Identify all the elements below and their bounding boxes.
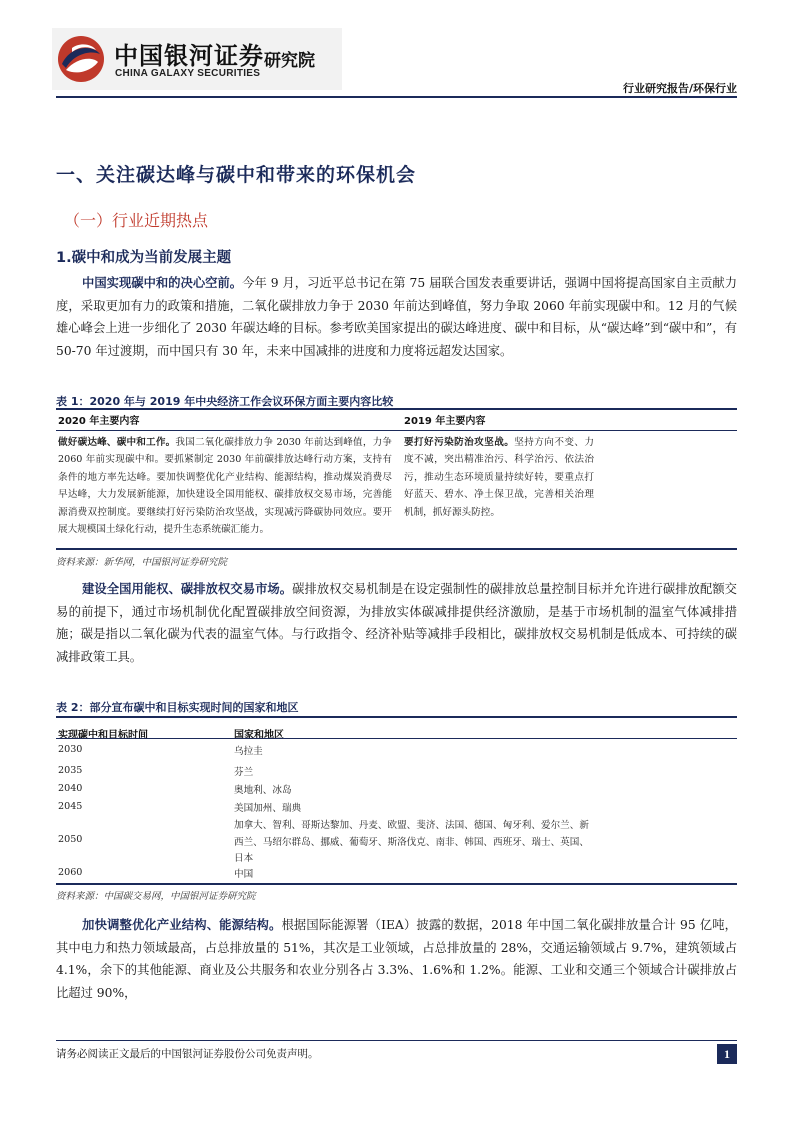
logo-chinese-name: 中国银河证券 <box>114 42 264 70</box>
table2-bottom-rule <box>56 883 737 885</box>
table1-source: 资料来源：新华网，中国银河证券研究院 <box>56 557 228 568</box>
row-year: 2035 <box>58 765 83 776</box>
row-year: 2050 <box>58 834 83 845</box>
footer-divider <box>56 1040 737 1041</box>
table1-col2-header: 2019 年主要内容 <box>404 416 486 427</box>
table1-cell-2019 <box>404 434 594 521</box>
paragraph-lead: 建设全国用能权、碳排放权交易市场。 <box>82 581 293 596</box>
report-type: 行业研究报告/环保行业 <box>622 82 737 95</box>
brand-logo <box>52 28 342 90</box>
table2-col2-header: 国家和地区 <box>234 730 284 741</box>
logo-english-name: CHINA GALAXY SECURITIES <box>115 68 261 79</box>
header-divider <box>56 96 737 98</box>
table2-caption: 表 2：部分宣布碳中和目标实现时间的国家和地区 <box>56 701 299 714</box>
table1-cell-2019-body: 坚持方向不变、力度不减，突出精准治污、科学治污、依法治污，推动生态环境质量持续好转，要重点打好蓝天、碧水、净土保卫战，完善相关治理机制，抓好源头防控。 <box>404 437 595 518</box>
table1-cell-2020-lead: 做好碳达峰、碳中和工作。 <box>58 437 176 448</box>
paragraph-body: 根据国际能源署（IEA）披露的数据，2018 年中国二氧化碳排放量合计 95 亿吨，其中电力和热力领域最高，占总排放量的 51%，其次是工业领域，占总排放量的 28%，交通运输领域占 9.7%，建筑领域占 4.1%，余下的其他能源、商业及公共服务和农业分别各占 3.3%、1.6%和 1.2%。能源、工业和交通三个领域合计碳排放占比超过 90%， <box>56 918 737 1000</box>
row-places: 奥地利、冰岛 <box>234 785 292 796</box>
table1-col1-header: 2020 年主要内容 <box>58 416 140 427</box>
footer-disclaimer: 请务必阅读正文最后的中国银河证券股份公司免责声明。 <box>56 1048 319 1060</box>
table1-header-rule <box>56 430 737 431</box>
row-year: 2030 <box>58 744 83 755</box>
row-places: 加拿大、智利、哥斯达黎加、丹麦、欧盟、斐济、法国、德国、匈牙利、爱尔兰、新西兰、马绍尔群岛、挪威、葡萄牙、斯洛伐克、南非、韩国、西班牙、瑞士、英国、日本 <box>234 820 589 864</box>
paragraph-lead: 中国实现碳中和的决心空前。 <box>82 275 243 290</box>
subsection-title: （一）行业近期热点 <box>64 211 209 230</box>
table2-col1-header: 实现碳中和目标时间 <box>58 730 148 741</box>
galaxy-swirl-icon <box>56 34 106 84</box>
table1-cell-2019-lead: 要打好污染防治攻坚战。 <box>404 437 515 448</box>
row-year: 2060 <box>58 867 83 878</box>
table2-source: 资料来源：中国碳交易网，中国银河证券研究院 <box>56 891 256 902</box>
paragraph-body: 今年 9 月，习近平总书记在第 75 届联合国发表重要讲话，强调中国将提高国家自主贡献力度，采取更加有力的政策和措施，二氧化碳排放力争于 2030 年前达到峰值，努力争取 2060 年前实现碳中和。12 月的气候雄心峰会上进一步细化了 2030 年碳达峰的目标。参考欧美国家提出的碳达峰进度、碳中和目标，从“碳达峰”到“碳中和”，有 50-70 年过渡期，而中国只有 30 年，未来中国减排的进度和力度将远超发达国家。 <box>56 276 737 358</box>
table1-cell-2020 <box>58 434 392 538</box>
table2-top-rule <box>56 716 737 718</box>
table2-header-rule <box>56 738 737 739</box>
paragraph-carbon-market <box>56 578 737 668</box>
table1-caption: 表 1：2020 年与 2019 年中央经济工作会议环保方面主要内容比较 <box>56 395 394 408</box>
table1-cell-2020-body: 我国二氧化碳排放力争 2030 年前达到峰值，力争 2060 年前实现碳中和。要抓紧制定 2030 年前碳排放达峰行动方案，支持有条件的地方率先达峰。要加快调整优化产业结构、能源结构，推动煤炭消费尽早达峰，大力发展新能源，加快建设全国用能权、碳排放权交易市场，完善能源消费双控制度。要继续打好污染防治攻坚战，实现减污降碳协同效应。要开展大规模国土绿化行动，提升生态系统碳汇能力。 <box>58 437 393 536</box>
row-places: 芬兰 <box>234 767 254 778</box>
paragraph-industry-structure <box>56 914 737 1004</box>
row-places: 乌拉圭 <box>234 746 263 757</box>
paragraph-body: 碳排放权交易机制是在设定强制性的碳排放总量控制目标并允许进行碳排放配额交易的前提下，通过市场机制优化配置碳排放空间资源，为排放实体碳减排提供经济激励，是基于市场机制的温室气体减排措施；碳是指以二氧化碳为代表的温室气体。与行政指令、经济补贴等减排手段相比，碳排放权交易机制是低成本、可持续的碳减排政策工具。 <box>56 582 737 664</box>
paragraph-lead: 加快调整优化产业结构、能源结构。 <box>82 917 282 932</box>
row-places: 中国 <box>234 869 254 880</box>
table1-top-rule <box>56 408 737 410</box>
paragraph-carbon-neutral <box>56 272 737 362</box>
row-year: 2040 <box>58 783 83 794</box>
row-year: 2045 <box>58 801 83 812</box>
topic-title: 1.碳中和成为当前发展主题 <box>56 250 232 266</box>
section-title: 一、关注碳达峰与碳中和带来的环保机会 <box>56 164 417 186</box>
table1-bottom-rule <box>56 548 737 550</box>
institute-label: 研究院 <box>264 51 315 71</box>
page-number: 1 <box>717 1044 737 1064</box>
row-places: 美国加州、瑞典 <box>234 803 302 814</box>
